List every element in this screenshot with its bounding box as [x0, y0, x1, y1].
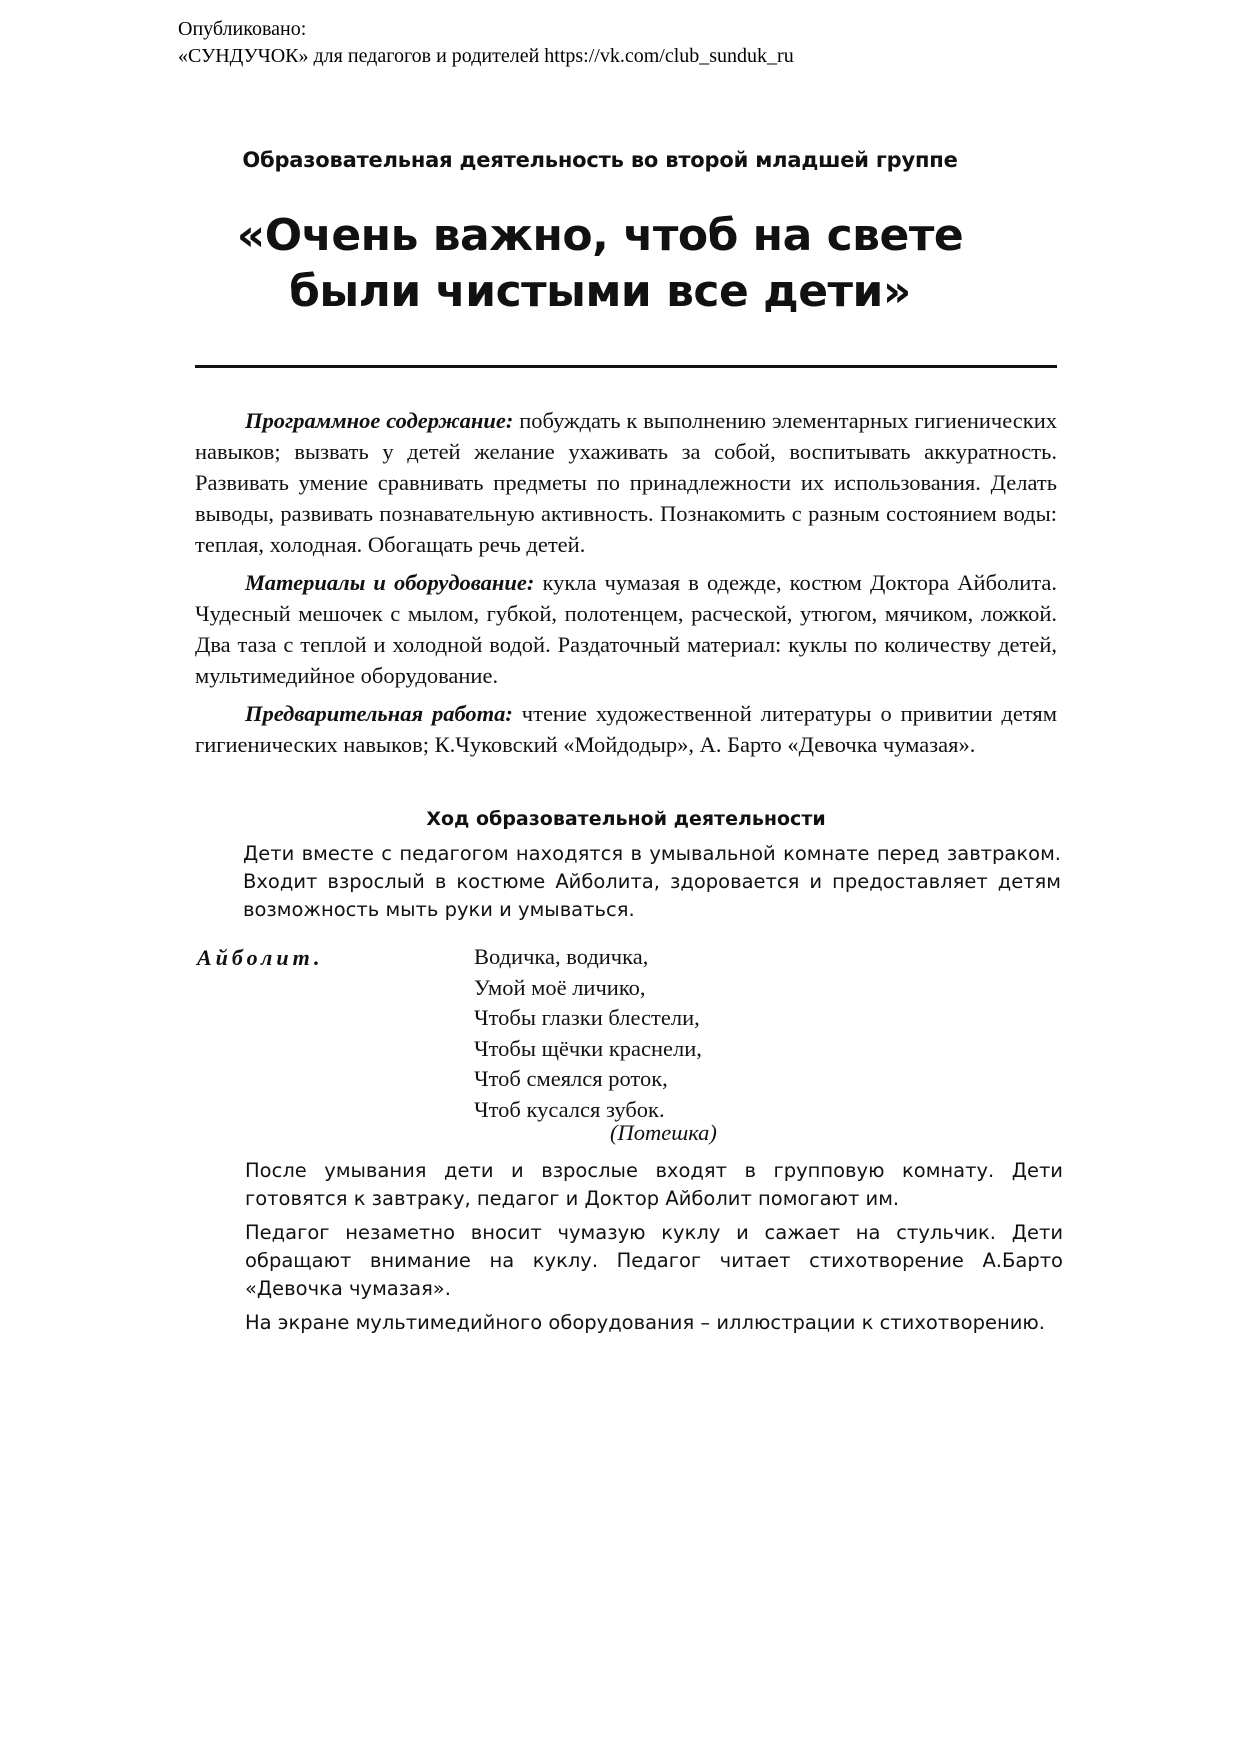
article-subheading: Образовательная деятельность во второй младшей группе — [242, 148, 958, 172]
intro-paragraph: Дети вместе с педагогом находятся в умывальной комнате перед завтраком. Входит взрослый в костюме Айболита, здоровается и предоставляет детям возможность мыть руки и умываться. — [243, 842, 1061, 921]
poem-line: Умой моё личико, — [474, 974, 646, 1000]
title-line-2: были чистыми все дети» — [289, 266, 911, 317]
intro-block — [243, 840, 1061, 930]
published-source: «СУНДУЧОК» для педагогов и родителей https://vk.com/club_sunduk_ru — [178, 45, 794, 67]
program-paragraph — [195, 405, 1057, 560]
closing-paragraph: На экране мультимедийного оборудования – иллюстрации к стихотворению. — [245, 1311, 1045, 1334]
published-label: Опубликовано: — [178, 18, 307, 40]
title-line-1: «Очень важно, чтоб на свете — [236, 210, 964, 261]
poem-source: (Потешка) — [610, 1120, 717, 1145]
closing-block — [245, 1157, 1063, 1343]
closing-paragraph: Педагог незаметно вносит чумазую куклу и сажает на стульчик. Дети обращают внимание на куклу. Педагог читает стихотворение А.Барто «Девочка чумазая». — [245, 1221, 1063, 1300]
closing-paragraph: После умывания дети и взрослые входят в групповую комнату. Дети готовятся к завтраку, педагог и Доктор Айболит помогают им. — [245, 1159, 1063, 1210]
preliminary-lead: Предварительная работа: — [245, 701, 513, 726]
poem-line: Чтоб кусался зубок. — [474, 1096, 665, 1122]
poem — [474, 942, 702, 1125]
publication-note — [178, 16, 794, 70]
article-title — [150, 208, 1050, 320]
title-divider — [195, 365, 1057, 368]
poem-line: Чтобы глазки блестели, — [474, 1005, 700, 1030]
program-content-block — [195, 405, 1057, 767]
materials-lead: Материалы и оборудование: — [245, 570, 535, 595]
materials-text: кукла чумазая в одежде, костюм Доктора Айболита. Чудесный мешочек с мылом, губкой, полотенцем, расческой, утюгом, мячиком, ложкой. Два таза с теплой и холодной водой. Раздаточный материал: куклы по количеству детей, мультимедийное оборудование. — [195, 570, 1057, 688]
poem-line: Чтоб смеялся роток, — [474, 1066, 668, 1091]
speaker-name: Айболит. — [197, 945, 324, 970]
program-lead: Программное содержание: — [245, 408, 514, 433]
materials-paragraph — [195, 567, 1057, 691]
poem-line: Водичка, водичка, — [474, 944, 649, 969]
poem-line: Чтобы щёчки краснели, — [474, 1035, 702, 1061]
section-heading: Ход образовательной деятельности — [426, 808, 826, 830]
preliminary-text: чтение художественной литературы о привитии детям гигиенических навыков; К.Чуковский «Мойдодыр», А. Барто «Девочка чумазая». — [195, 701, 1057, 757]
program-text: побуждать к выполнению элементарных гигиенических навыков; вызвать у детей желание ухаживать за собой, воспитывать аккуратность. Развивать умение сравнивать предметы по принадлежности их использования. Делать выводы, развивать познавательную активность. Познакомить с разным состоянием воды: теплая, холодная. Обогащать речь детей. — [195, 408, 1057, 557]
preliminary-paragraph — [195, 698, 1057, 760]
